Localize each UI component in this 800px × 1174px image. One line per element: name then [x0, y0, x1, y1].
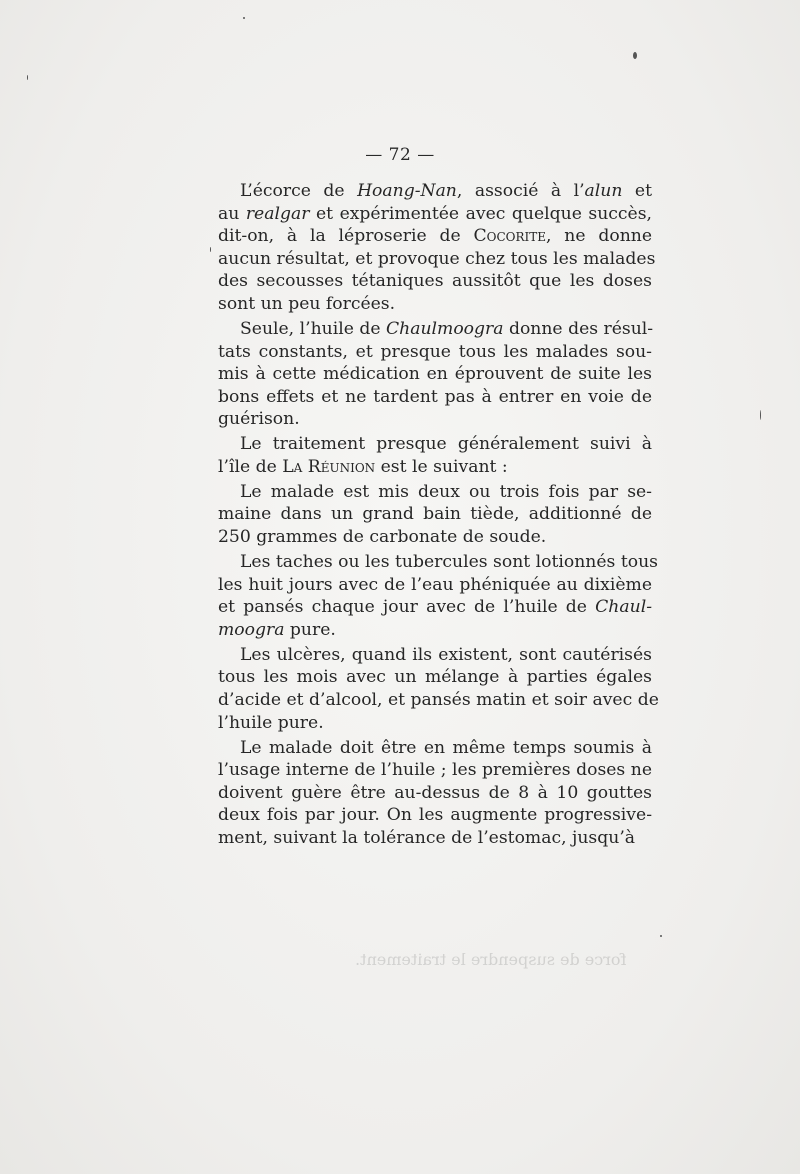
ink-speck	[633, 52, 637, 59]
paragraph	[218, 551, 658, 641]
text-line: l’usage interne de l’huile ; les premières doses ne	[218, 760, 652, 781]
text-line: moogra pure.	[218, 619, 336, 640]
text-line: Seule, l’huile de Chaulmoogra donne des résul-	[240, 318, 654, 339]
italic-term: Chaulmoogra	[385, 318, 504, 339]
text-line: l’huile pure.	[218, 712, 324, 733]
text-line: et pansés chaque jour avec de l’huile de Chaul-	[218, 597, 652, 618]
italic-term: moogra	[218, 619, 285, 640]
small-caps-place-name: La Réunion	[282, 456, 376, 477]
text-line: mis à cette médication en éprouvent de suite les	[218, 364, 652, 385]
paragraph	[218, 481, 652, 549]
text-line: maine dans un grand bain tiède, additionné de	[218, 504, 652, 525]
ink-speck	[760, 410, 761, 420]
text-line: sont un peu forcées.	[218, 293, 396, 314]
text-line: des secousses tétaniques aussitôt que les doses	[218, 271, 652, 292]
text-line: les huit jours avec de l’eau phéniquée au dixième	[218, 574, 652, 595]
text-line: dit-on, à la léproserie de Cocorite, ne donne	[218, 226, 653, 247]
text-line: au realgar et expérimentée avec quelque succès,	[218, 203, 652, 224]
ink-speck	[210, 247, 211, 252]
paragraph	[218, 318, 652, 431]
text-line: deux fois par jour. On les augmente progressive-	[218, 805, 652, 826]
text-line: tous les mois avec un mélange à parties égales	[218, 667, 652, 688]
paragraph	[218, 433, 652, 478]
text-line: 250 grammes de carbonate de soude.	[218, 527, 547, 548]
text-line: Le traitement presque généralement suivi à	[240, 434, 652, 455]
ink-speck	[243, 17, 245, 19]
italic-term: Hoang-Nan	[357, 181, 457, 201]
text-line: Les taches ou les tubercules sont lotionnés tous	[240, 552, 658, 573]
text-line: tats constants, et presque tous les malades sou-	[218, 341, 652, 362]
body-text	[218, 180, 659, 850]
text-line: ment, suivant la tolérance de l’estomac, jusqu’à	[218, 827, 636, 848]
italic-term: realgar	[245, 203, 310, 224]
text-line: l’île de La Réunion est le suivant :	[218, 456, 508, 477]
text-line: Le malade est mis deux ou trois fois par se-	[240, 481, 652, 502]
paragraph	[218, 644, 659, 734]
ink-speck	[660, 935, 662, 937]
italic-term: Chaul-	[595, 597, 652, 618]
text-line: Les ulcères, quand ils existent, sont cautérisés	[240, 644, 652, 665]
small-caps-place-name: Cocorite	[473, 226, 547, 247]
text-line: Le malade doit être en même temps soumis à	[240, 737, 652, 758]
text-line: guérison.	[218, 409, 300, 430]
italic-term: alun	[584, 181, 623, 201]
paragraph	[218, 737, 652, 850]
text-line: bons effets et ne tardent pas à entrer en voie de	[218, 386, 652, 407]
page-number: — 72 —	[365, 145, 435, 165]
ink-speck	[27, 75, 28, 80]
text-line: aucun résultat, et provoque chez tous les malades	[218, 248, 656, 269]
text-line: d’acide et d’alcool, et pansés matin et soir avec de	[218, 690, 659, 711]
text-line: L’écorce de Hoang-Nan, associé à l’alun et	[240, 181, 653, 201]
show-through-text: force de suspendre le traitement.	[355, 950, 627, 969]
paragraph	[218, 180, 656, 316]
text-line: doivent guère être au-dessus de 8 à 10 gouttes	[218, 782, 652, 803]
